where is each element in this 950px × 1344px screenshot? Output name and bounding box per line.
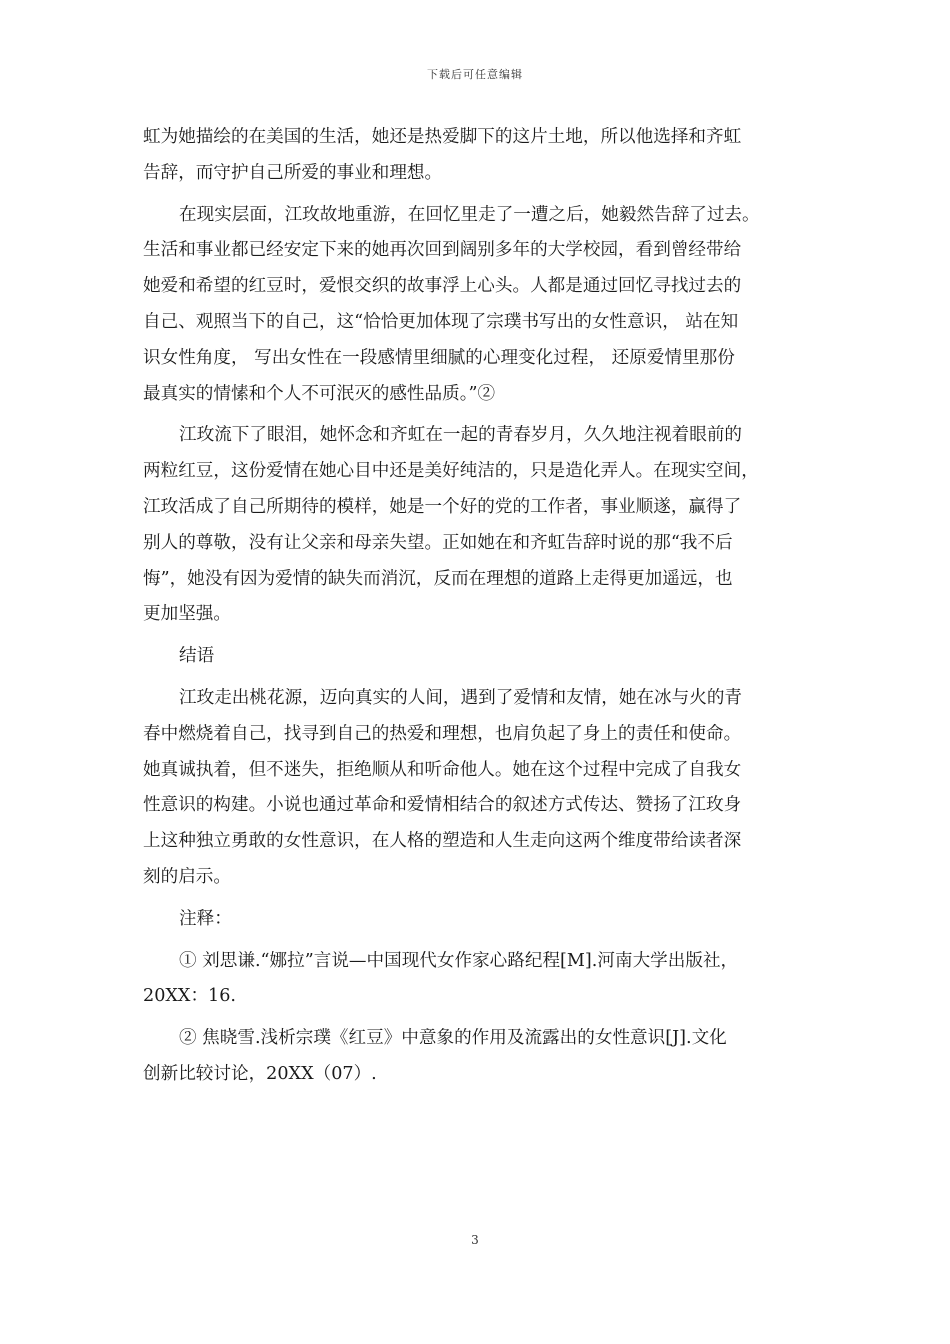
text-line: 20XX：16. [143, 986, 237, 1007]
page-header: 下载后可任意编辑 [427, 68, 523, 81]
paragraph-continuation [143, 120, 808, 192]
text-line: 虹为她描绘的在美国的生活，她还是热爱脚下的这片土地，所以他选择和齐虹 [143, 127, 742, 147]
footnote-2 [143, 1021, 808, 1093]
text-line: 生活和事业都已经安定下来的她再次回到阔别多年的大学校园，看到曾经带给 [143, 240, 742, 261]
text-line: 上这种独立勇敢的女性意识，在人格的塑造和人生走向这两个维度带给读者深 [143, 831, 742, 852]
paragraph-tears [143, 418, 808, 633]
text-line: 结语 [179, 646, 215, 667]
text-line: 江玫走出桃花源，迈向真实的人间，遇到了爱情和友情，她在冰与火的青 [179, 687, 743, 708]
text-line: 江玫流下了眼泪，她怀念和齐虹在一起的青春岁月，久久地注视着眼前的 [179, 425, 743, 446]
footnote-1 [143, 944, 808, 1016]
paragraph-reality-level [143, 198, 808, 413]
document-body [143, 120, 808, 1099]
paragraph-conclusion [143, 681, 808, 896]
text-line: 悔”，她没有因为爱情的缺失而消沉，反而在理想的道路上走得更加遥远，也 [143, 568, 733, 589]
text-line: 自己、观照当下的自己，这“恰恰更加体现了宗璞书写出的女性意识， 站在知 [143, 311, 739, 332]
text-line: 别人的尊敬，没有让父亲和母亲失望。正如她在和齐虹告辞时说的那“我不后 [143, 532, 733, 553]
text-line: ② 焦晓雪.浅析宗璞《红豆》中意象的作用及流露出的女性意识[J].文化 [179, 1028, 727, 1049]
text-line: 告辞，而守护自己所爱的事业和理想。 [143, 162, 443, 183]
text-line: 注释： [179, 908, 232, 929]
page-number: 3 [471, 1233, 479, 1247]
text-line: 江玫活成了自己所期待的模样，她是一个好的党的工作者，事业顺遂，赢得了 [143, 496, 742, 517]
text-line: 两粒红豆，这份爱情在她心目中还是美好纯洁的，只是造化弄人。在现实空间， [143, 461, 759, 482]
text-line: 刻的启示。 [143, 866, 231, 887]
text-line: 在现实层面，江玫故地重游，在回忆里走了一遭之后，她毅然告辞了过去。 [179, 204, 760, 225]
text-line: 最真实的情愫和个人不可泯灭的感性品质。”② [143, 383, 496, 404]
text-line: ① 刘思谦.“娜拉”言说—中国现代女作家心路纪程[M].河南大学出版社， [179, 950, 739, 971]
section-heading-notes [143, 902, 808, 938]
text-line: 性意识的构建。小说也通过革命和爱情相结合的叙述方式传达、赞扬了江玫身 [143, 795, 742, 816]
text-line: 她真诚执着，但不迷失，拒绝顺从和听命他人。她在这个过程中完成了自我女 [143, 759, 742, 780]
text-line: 春中燃烧着自己，找寻到自己的热爱和理想，也肩负起了身上的责任和使命。 [143, 723, 742, 744]
section-heading-conclusion [143, 639, 808, 675]
text-line: 她爱和希望的红豆时，爱恨交织的故事浮上心头。人都是通过回忆寻找过去的 [143, 276, 742, 297]
text-line: 识女性角度， 写出女性在一段感情里细腻的心理变化过程， 还原爱情里那份 [143, 347, 735, 368]
text-line: 创新比较讨论，20XX（07）. [143, 1063, 377, 1084]
text-line: 更加坚强。 [143, 604, 231, 625]
